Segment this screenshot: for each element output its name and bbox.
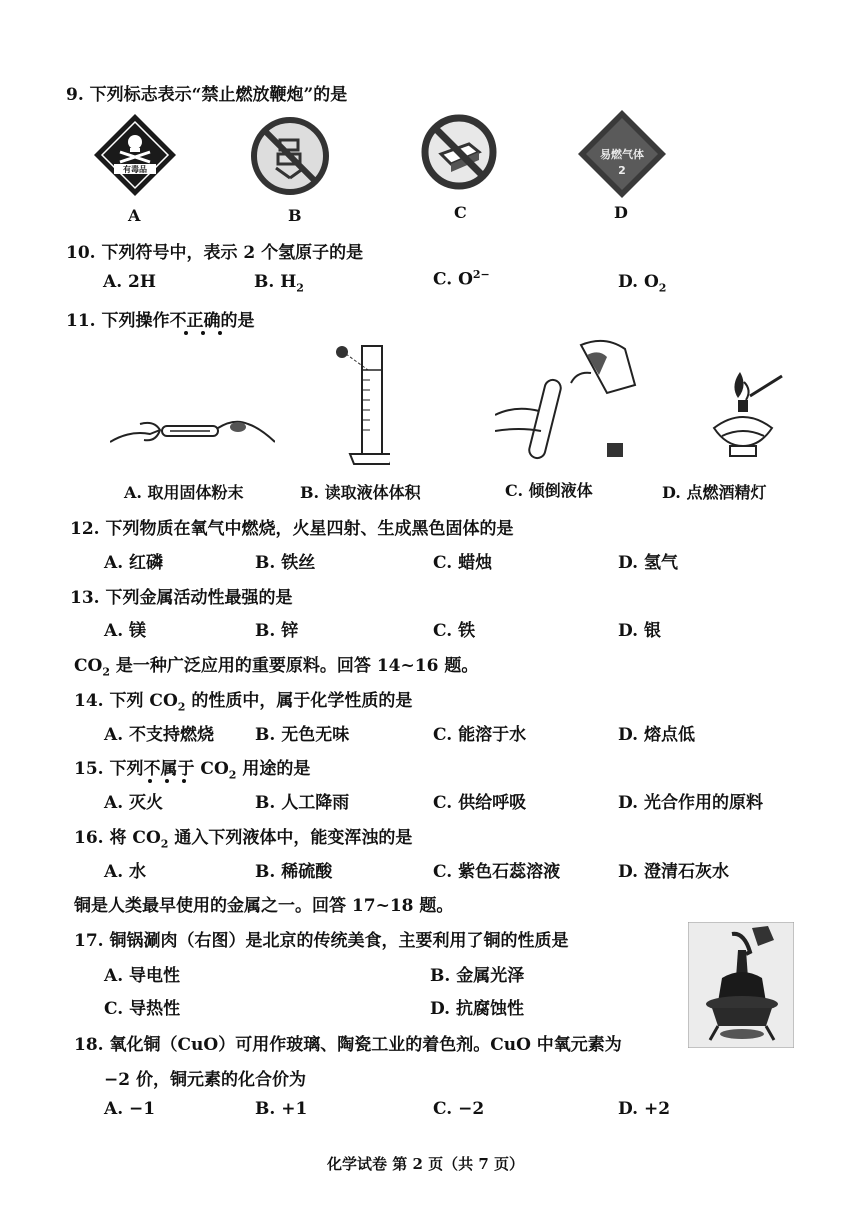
q11-caption-c: C. 倾倒液体 — [505, 481, 593, 500]
no-firecrackers-sign-icon — [250, 116, 330, 196]
q10-option-b: B. $H_2$ — [254, 272, 304, 295]
toxic-sign-text: 有毒品 — [123, 165, 147, 174]
question-11-stem: 11. 下列操作不正确的是 — [66, 311, 255, 331]
q10-option-d: D. $O_2$ — [618, 272, 667, 295]
q11-caption-b: B. 读取液体体积 — [300, 483, 421, 502]
sign-label-b: B — [288, 206, 302, 225]
q15-option-c: C. 供给呼吸 — [433, 793, 527, 813]
flammable-sign-number: 2 — [618, 164, 626, 177]
q13-option-c: C. 铁 — [433, 621, 476, 641]
q15-option-a: A. 灭火 — [104, 793, 164, 813]
section-note-co2: $CO_2$ 是一种广泛应用的重要原料。回答 14~16 题。 — [74, 656, 479, 679]
q11-caption-d: D. 点燃酒精灯 — [662, 483, 767, 502]
q16-option-b: B. 稀硫酸 — [255, 862, 333, 882]
question-16-stem: 16. 将 $CO_2$ 通入下列液体中，能变浑浊的是 — [74, 828, 413, 851]
no-fire-sign-icon — [421, 114, 497, 190]
q14-option-d: D. 熔点低 — [618, 725, 695, 745]
sign-label-a: A — [128, 206, 141, 225]
q15-option-b: B. 人工降雨 — [255, 793, 350, 813]
q18-option-b: B. +1 — [255, 1099, 308, 1119]
question-18-stem-line2: −2 价，铜元素的化合价为 — [104, 1070, 306, 1090]
q18-option-a: A. −1 — [104, 1099, 156, 1119]
alcohol-lamp-illustration — [700, 362, 790, 462]
question-18-stem-line1: 18. 氧化铜（CuO）可用作玻璃、陶瓷工业的着色剂。CuO 中氧元素为 — [74, 1035, 622, 1055]
page-footer: 化学试卷 第 2 页（共 7 页） — [327, 1155, 524, 1173]
flammable-gas-sign-icon — [576, 108, 668, 200]
q17-option-b: B. 金属光泽 — [430, 966, 525, 986]
pour-liquid-illustration — [495, 335, 645, 465]
emphasis-dot — [148, 779, 152, 783]
q10-option-a: A. 2H — [103, 272, 156, 292]
q12-option-a: A. 红磷 — [104, 553, 164, 573]
q14-option-c: C. 能溶于水 — [433, 725, 527, 745]
emphasis-dot — [165, 779, 169, 783]
emphasis-dot — [201, 331, 205, 335]
question-13-stem: 13. 下列金属活动性最强的是 — [70, 588, 293, 608]
sign-label-d: D — [614, 203, 628, 222]
q17-option-d: D. 抗腐蚀性 — [430, 999, 524, 1019]
q12-option-d: D. 氢气 — [618, 553, 678, 573]
question-17-stem: 17. 铜锅涮肉（右图）是北京的传统美食，主要利用了铜的性质是 — [74, 931, 569, 951]
q17-option-a: A. 导电性 — [104, 966, 181, 986]
q18-option-c: C. −2 — [433, 1099, 485, 1119]
section-note-copper: 铜是人类最早使用的金属之一。回答 17~18 题。 — [74, 896, 454, 916]
q14-option-a: A. 不支持燃烧 — [104, 725, 215, 745]
q17-option-c: C. 导热性 — [104, 999, 181, 1019]
q16-option-c: C. 紫色石蕊溶液 — [433, 862, 561, 882]
q12-option-b: B. 铁丝 — [255, 553, 316, 573]
toxic-hazard-sign-icon — [92, 112, 178, 198]
emphasis-dot — [218, 331, 222, 335]
question-9-stem: 9. 下列标志表示“禁止燃放鞭炮”的是 — [66, 85, 348, 105]
q10-option-c: C. $O^{2-}$ — [433, 268, 490, 290]
q13-option-a: A. 镁 — [104, 621, 147, 641]
q16-option-d: D. 澄清石灰水 — [618, 862, 729, 882]
q14-option-b: B. 无色无味 — [255, 725, 350, 745]
question-10-stem: 10. 下列符号中，表示 2 个氢原子的是 — [66, 243, 364, 263]
question-15-stem: 15. 下列不属于 $CO_2$ 用途的是 — [74, 759, 311, 782]
emphasis-dot — [182, 779, 186, 783]
question-12-stem: 12. 下列物质在氧气中燃烧，火星四射、生成黑色固体的是 — [70, 519, 514, 539]
q16-option-a: A. 水 — [104, 862, 147, 882]
question-14-stem: 14. 下列 $CO_2$ 的性质中，属于化学性质的是 — [74, 691, 413, 714]
emphasis-dot — [184, 331, 188, 335]
q15-option-d: D. 光合作用的原料 — [618, 793, 763, 813]
powder-spoon-illustration — [110, 400, 275, 460]
q13-option-b: B. 锌 — [255, 621, 299, 641]
q18-option-d: D. +2 — [618, 1099, 671, 1119]
q13-option-d: D. 银 — [618, 621, 661, 641]
flammable-sign-text: 易燃气体 — [600, 148, 644, 161]
q11-caption-a: A. 取用固体粉末 — [124, 483, 244, 502]
sign-label-c: C — [454, 203, 467, 222]
measuring-cylinder-illustration — [320, 340, 390, 470]
q12-option-c: C. 蜡烛 — [433, 553, 493, 573]
copper-hotpot-photo — [688, 922, 794, 1048]
